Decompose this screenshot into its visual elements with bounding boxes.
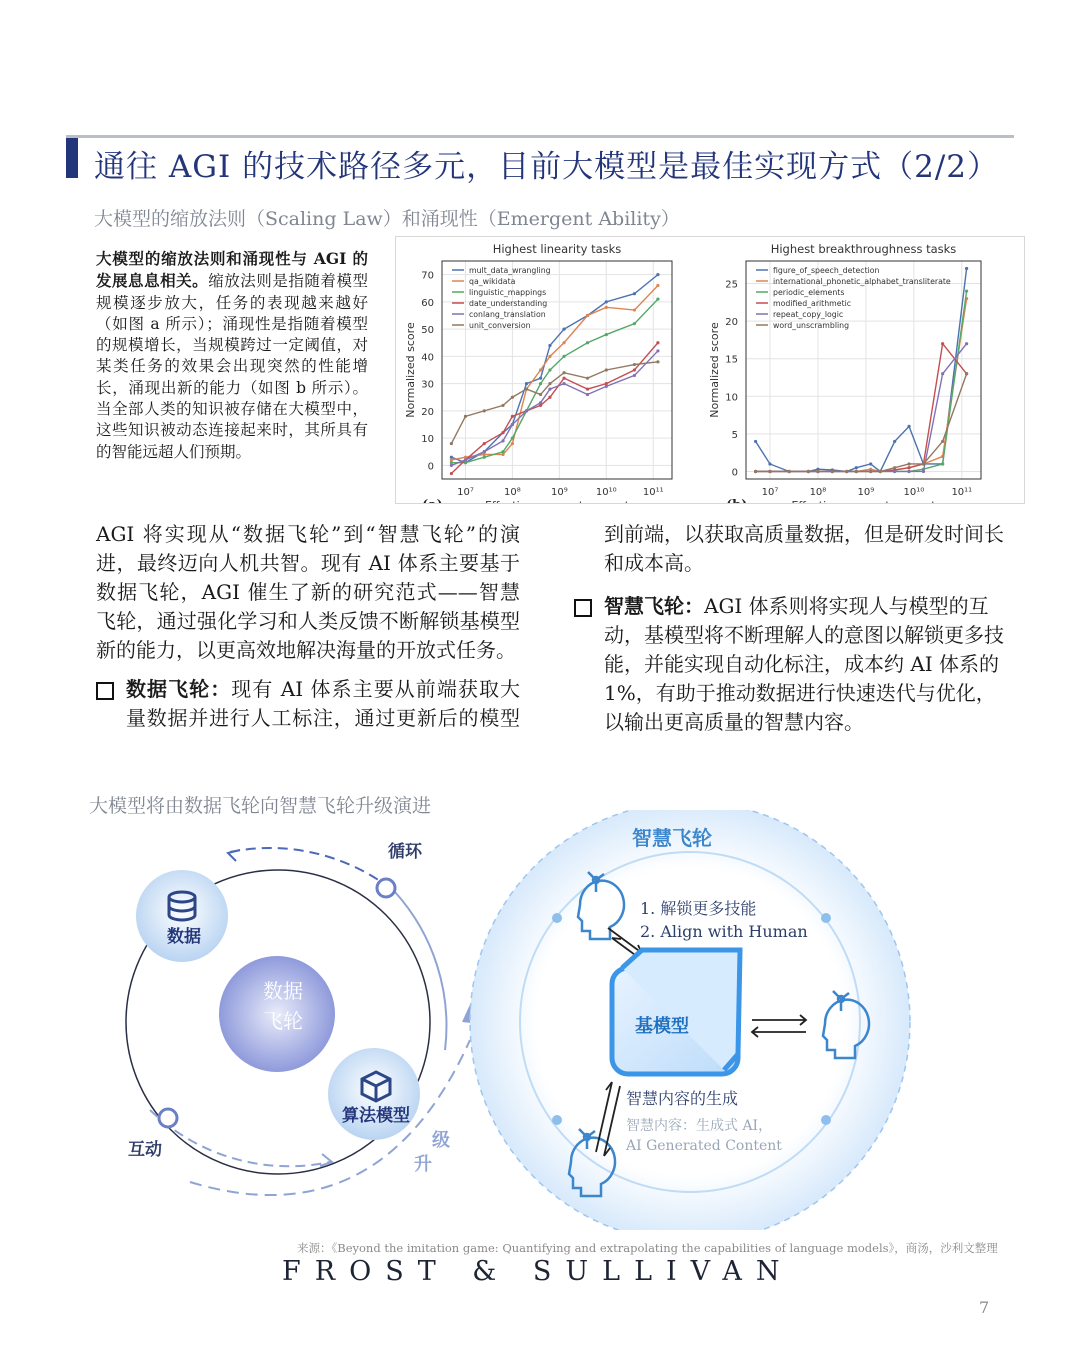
data-point — [605, 382, 608, 385]
y-tick-label: 20 — [725, 317, 738, 329]
data-point — [816, 470, 819, 473]
data-point — [633, 292, 636, 295]
base-model-label: 基模型 — [635, 1016, 689, 1037]
x-tick-label: 10⁹ — [857, 487, 875, 498]
y-tick-label: 15 — [725, 354, 738, 366]
legend-entry: unit_conversion — [469, 321, 531, 330]
legend-entry: qa_wikidata — [469, 277, 516, 286]
series-line-conlang_translation — [451, 351, 658, 465]
x-tick-label: 10¹¹ — [951, 487, 973, 498]
data-point — [586, 377, 589, 380]
intro-bold: 大模型的缩放法则和涌现性与 AGI 的发展息息相关。 — [96, 249, 368, 291]
data-point — [548, 344, 551, 347]
x-tick-label: 10¹⁰ — [903, 487, 925, 498]
x-tick-label: 10¹¹ — [642, 487, 664, 498]
data-point — [562, 355, 565, 358]
charts-svg — [396, 237, 1024, 503]
y-axis-label: Normalized score — [708, 322, 721, 418]
y-tick-label: 0 — [427, 461, 434, 473]
y-tick-label: 10 — [725, 392, 738, 404]
interact-node-icon — [159, 1109, 177, 1127]
data-point — [788, 470, 791, 473]
data-point — [562, 328, 565, 331]
data-point — [656, 273, 659, 276]
data-point — [941, 342, 944, 345]
data-node-label: 数据 — [167, 927, 201, 947]
y-tick-label: 30 — [421, 379, 434, 391]
data-point — [548, 355, 551, 358]
orbit-dot — [552, 1115, 562, 1125]
flywheel-diagram — [0, 810, 1080, 1230]
frost-sullivan-logo: FROST & SULLIVAN — [282, 1256, 794, 1287]
panel-label — [422, 498, 443, 503]
page-number: 7 — [979, 1298, 990, 1317]
y-tick-label: 10 — [421, 434, 434, 446]
skill-2: 2. Align with Human — [640, 922, 808, 941]
legend-entry: international_phonetic_alphabet_transliterate — [773, 277, 951, 286]
data-point — [483, 409, 486, 412]
data-node — [136, 870, 228, 962]
data-point — [807, 470, 810, 473]
algorithm-node-label: 算法模型 — [342, 1106, 410, 1126]
orbit-dot — [821, 913, 831, 923]
loop-node-icon — [377, 879, 395, 897]
bullet1-text: 现有 AI 体系主要从前端获取大量数据并进行人工标注，通过更新后的模型 — [126, 677, 520, 730]
data-point — [893, 470, 896, 473]
x-axis-label — [485, 499, 630, 503]
y-tick-label: 40 — [421, 352, 434, 364]
y-tick-label: 25 — [725, 279, 738, 291]
data-point — [586, 393, 589, 396]
data-point — [450, 456, 453, 459]
generation-desc-1: 智慧内容：生成式 AI， — [626, 1118, 773, 1134]
body-column-right — [574, 520, 1008, 737]
bullet1-continuation — [574, 520, 1008, 578]
data-point — [464, 415, 467, 418]
data-point — [539, 382, 542, 385]
data-point — [633, 308, 636, 311]
algorithm-node — [328, 1048, 420, 1140]
data-point — [754, 440, 757, 443]
data-point — [893, 466, 896, 469]
data-point — [501, 453, 504, 456]
data-point — [586, 314, 589, 317]
title-accent-bar — [66, 138, 78, 178]
data-point — [768, 462, 771, 465]
orbit-dot — [821, 1115, 831, 1125]
bullet2-text: AGI 体系则将实现人与模型的互动，基模型将不断理解人的意图以解锁更多技能，并能实现自动化标注，成本约 AI 体系的 1%，有助于推动数据进行快速迭代与优化，以输出更高质量的智慧内容。 — [604, 594, 1004, 734]
section-subtitle: 大模型的缩放法则（Scaling Law）和涌现性（Emergent Ability） — [94, 208, 680, 230]
checkbox-square-icon — [96, 682, 114, 700]
wisdom-flywheel-label: 智慧飞轮 — [632, 826, 712, 850]
data-point — [965, 289, 968, 292]
body-column-left — [96, 520, 520, 733]
data-point — [501, 450, 504, 453]
series-line-modified_arithmetic — [756, 344, 967, 472]
x-tick-label: 10¹⁰ — [595, 487, 617, 498]
y-tick-label: 50 — [421, 325, 434, 337]
data-point — [845, 470, 848, 473]
data-point — [633, 363, 636, 366]
data-point — [548, 396, 551, 399]
data-point — [450, 458, 453, 461]
upgrade-label-1: 级 — [432, 1130, 450, 1151]
header-rule — [66, 135, 1014, 138]
loop-arc — [230, 848, 395, 892]
series-line-repeat_copy_logic — [756, 344, 967, 472]
loop-arrow-icon — [228, 850, 240, 861]
data-point — [941, 372, 944, 375]
x-tick-label: 10⁸ — [504, 487, 521, 498]
flywheel-core-label-1: 数据 — [263, 979, 303, 1003]
body-paragraph: AGI 将实现从“数据飞轮”到“智慧飞轮”的演进，最终迈向人机共智。现有 AI 体系主要基于数据飞轮，AGI 催生了新的研究范式——智慧飞轮，通过强化学习和人类反馈不断解锁基模型新的能力，以更高效地解决海量的开放式任务。 — [96, 522, 520, 662]
generation-label: 智慧内容的生成 — [626, 1089, 739, 1108]
data-point — [922, 462, 925, 465]
chart-title: Highest breakthroughness tasks — [770, 242, 957, 256]
generation-desc-2: AI Generated Content — [626, 1138, 782, 1154]
bullet2-label: 智慧飞轮： — [604, 594, 704, 618]
data-point — [633, 374, 636, 377]
x-tick-label: 10⁹ — [550, 487, 568, 498]
legend-entry: modified_arithmetic — [773, 299, 852, 308]
y-axis-label: Normalized score — [404, 322, 417, 418]
data-point — [656, 284, 659, 287]
data-point — [965, 372, 968, 375]
chart-figure — [395, 236, 1025, 504]
legend-entry: word_unscrambling — [773, 321, 850, 330]
data-point — [562, 341, 565, 344]
bullet1-label: 数据飞轮： — [126, 677, 232, 701]
data-point — [450, 442, 453, 445]
data-point — [605, 300, 608, 303]
data-point — [511, 442, 514, 445]
data-point — [501, 404, 504, 407]
legend-entry: mult_data_wrangling — [469, 266, 551, 275]
data-point — [656, 341, 659, 344]
bullet-data-flywheel — [96, 675, 520, 733]
y-tick-label: 5 — [731, 429, 738, 441]
data-point — [539, 393, 542, 396]
data-point — [539, 401, 542, 404]
data-point — [633, 368, 636, 371]
data-point — [511, 423, 514, 426]
data-point — [922, 470, 925, 473]
bullet1-text-cont: 到前端，以获取高质量数据，但是研发时间长和成本高。 — [604, 522, 1004, 575]
data-point — [907, 425, 910, 428]
data-point — [831, 470, 834, 473]
data-point — [511, 396, 514, 399]
data-point — [511, 415, 514, 418]
data-point — [633, 322, 636, 325]
series-line-date_understanding — [451, 343, 658, 474]
data-point — [965, 267, 968, 270]
y-tick-label: 60 — [421, 297, 434, 309]
data-point — [965, 342, 968, 345]
data-point — [605, 333, 608, 336]
y-tick-label: 20 — [421, 406, 434, 418]
x-axis-label — [791, 499, 936, 503]
intro-text: 缩放法则是指随着模型规模逐步放大，任务的表现越来越好（如图 a 所示）；涌现性是指随着模型的规模增长，当规模跨过一定阈值，对某类任务的效果会出现突然的性能增长，涌现出新的能力（如图 b 所示）。当全部人类的知识被存储在大模型中，这些知识被动态连接起来时，其所具有的智能远超人们预期。 — [96, 272, 368, 461]
legend-entry: figure_of_speech_detection — [773, 266, 880, 275]
data-point — [539, 377, 542, 380]
data-point — [605, 385, 608, 388]
data-point — [941, 462, 944, 465]
data-point — [562, 377, 565, 380]
legend-entry: linguistic_mappings — [469, 288, 547, 297]
data-point — [656, 349, 659, 352]
orbit-dot — [552, 913, 562, 923]
data-point — [450, 461, 453, 464]
data-point — [483, 453, 486, 456]
y-tick-label: 0 — [731, 467, 738, 479]
data-point — [501, 439, 504, 442]
data-point — [483, 450, 486, 453]
data-point — [869, 462, 872, 465]
data-point — [893, 440, 896, 443]
data-point — [562, 382, 565, 385]
x-tick-label: 10⁷ — [761, 487, 779, 498]
data-point — [605, 368, 608, 371]
x-tick-label: 10⁸ — [809, 487, 827, 498]
data-point — [586, 341, 589, 344]
data-point — [656, 298, 659, 301]
data-point — [562, 371, 565, 374]
panel-label — [726, 498, 747, 503]
data-point — [586, 387, 589, 390]
upgrade-label-2: 升 — [414, 1154, 432, 1175]
data-point — [450, 472, 453, 475]
data-point — [907, 462, 910, 465]
data-point — [768, 470, 771, 473]
data-point — [605, 306, 608, 309]
flywheel-core-label-2: 飞轮 — [263, 1009, 303, 1033]
data-point — [525, 387, 528, 390]
data-point — [464, 458, 467, 461]
data-point — [539, 404, 542, 407]
data-point — [525, 409, 528, 412]
data-point — [548, 382, 551, 385]
y-tick-label: 70 — [421, 270, 434, 282]
data-point — [483, 442, 486, 445]
legend-entry: conlang_translation — [469, 310, 546, 319]
x-tick-label: 10⁷ — [457, 487, 474, 498]
loop-label: 循环 — [388, 842, 422, 862]
data-point — [855, 470, 858, 473]
intro-paragraph — [96, 248, 368, 463]
data-point — [450, 464, 453, 467]
chart-title: Highest linearity tasks — [492, 242, 622, 256]
legend-entry: date_understanding — [469, 299, 548, 308]
checkbox-square-icon — [574, 599, 592, 617]
skill-1: 1. 解锁更多技能 — [640, 899, 757, 918]
data-point — [941, 440, 944, 443]
data-point — [511, 437, 514, 440]
legend-entry: repeat_copy_logic — [773, 310, 844, 319]
data-point — [501, 431, 504, 434]
data-point — [656, 360, 659, 363]
source-note: 来源：《Beyond the imitation game: Quantifying and extrapolating the capabilities of language models》，商汤，沙利文整理 — [297, 1241, 998, 1255]
data-point — [548, 387, 551, 390]
diagram-title: 大模型将由数据飞轮向智慧飞轮升级演进 — [89, 795, 432, 817]
data-point — [548, 368, 551, 371]
data-point — [539, 368, 542, 371]
data-point — [869, 470, 872, 473]
data-point — [855, 466, 858, 469]
page-title: 通往 AGI 的技术路径多元，目前大模型是最佳实现方式（2/2） — [94, 149, 999, 185]
data-point — [483, 456, 486, 459]
data-point — [907, 470, 910, 473]
interact-label: 互动 — [128, 1140, 162, 1160]
data-point — [754, 470, 757, 473]
data-point — [879, 470, 882, 473]
data-point — [907, 466, 910, 469]
bullet-wisdom-flywheel — [574, 592, 1008, 737]
legend-entry: periodic_elements — [773, 288, 845, 297]
data-point — [525, 382, 528, 385]
